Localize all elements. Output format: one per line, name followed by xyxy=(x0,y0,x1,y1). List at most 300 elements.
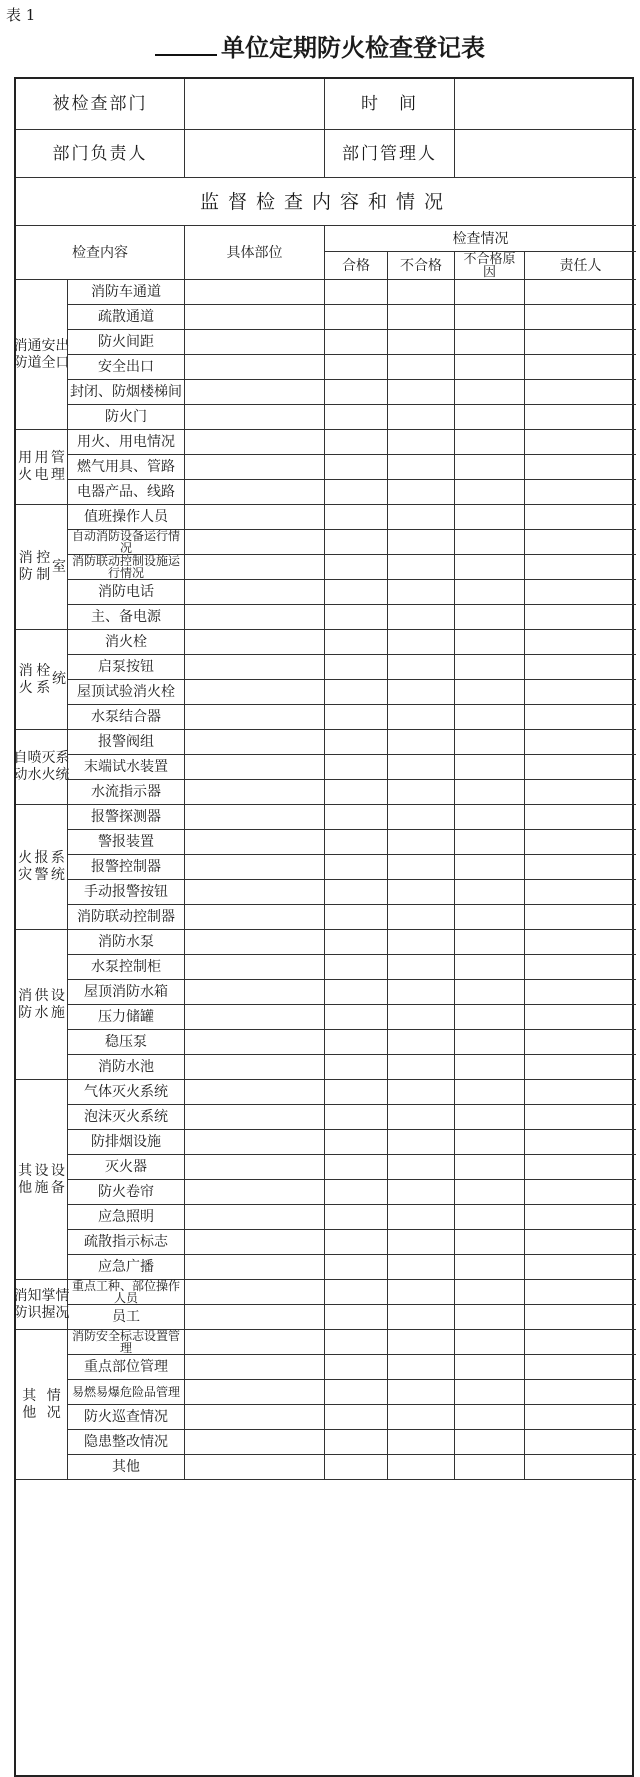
fail-reason-cell[interactable] xyxy=(454,1429,524,1454)
responsible-cell[interactable] xyxy=(524,629,636,654)
check-item-label xyxy=(67,729,184,754)
fail-reason-cell[interactable] xyxy=(454,804,524,829)
location-cell[interactable] xyxy=(184,479,324,504)
fail-reason-cell[interactable] xyxy=(454,579,524,604)
fail-cell[interactable] xyxy=(387,1054,454,1079)
location-cell[interactable] xyxy=(184,604,324,629)
fail-cell[interactable] xyxy=(387,279,454,304)
responsible-cell[interactable] xyxy=(524,1304,636,1329)
responsible-cell[interactable] xyxy=(524,754,636,779)
responsible-cell[interactable] xyxy=(524,904,636,929)
pass-cell[interactable] xyxy=(324,829,387,854)
location-cell[interactable] xyxy=(184,1454,324,1479)
responsible-cell[interactable] xyxy=(524,429,636,454)
fail-reason-cell[interactable] xyxy=(454,1154,524,1179)
fail-reason-cell[interactable] xyxy=(454,704,524,729)
fail-reason-cell[interactable] xyxy=(454,679,524,704)
location-cell[interactable] xyxy=(184,529,324,554)
fail-cell[interactable] xyxy=(387,1079,454,1104)
responsible-cell[interactable] xyxy=(524,704,636,729)
location-cell[interactable] xyxy=(184,1104,324,1129)
responsible-cell[interactable] xyxy=(524,1004,636,1029)
location-cell[interactable] xyxy=(184,804,324,829)
fail-reason-cell[interactable] xyxy=(454,1279,524,1304)
pass-cell[interactable] xyxy=(324,304,387,329)
fail-cell[interactable] xyxy=(387,1229,454,1254)
check-item-label xyxy=(67,379,184,404)
col-pass-header: 合格 xyxy=(324,251,387,279)
fail-cell[interactable] xyxy=(387,1029,454,1054)
check-item-label xyxy=(67,504,184,529)
location-cell[interactable] xyxy=(184,854,324,879)
fail-cell[interactable] xyxy=(387,1154,454,1179)
remarks-row[interactable] xyxy=(16,1479,636,1539)
location-cell[interactable] xyxy=(184,379,324,404)
pass-cell[interactable] xyxy=(324,479,387,504)
responsible-cell[interactable] xyxy=(524,304,636,329)
fail-cell[interactable] xyxy=(387,854,454,879)
check-item-label xyxy=(67,829,184,854)
responsible-cell[interactable] xyxy=(524,279,636,304)
fail-cell[interactable] xyxy=(387,654,454,679)
check-item-label xyxy=(67,279,184,304)
fail-cell[interactable] xyxy=(387,679,454,704)
fail-cell[interactable] xyxy=(387,1304,454,1329)
check-item-label xyxy=(67,554,184,579)
responsible-cell[interactable] xyxy=(524,929,636,954)
fail-reason-cell[interactable] xyxy=(454,854,524,879)
fail-reason-cell[interactable] xyxy=(454,1054,524,1079)
fail-cell[interactable] xyxy=(387,929,454,954)
fail-reason-cell[interactable] xyxy=(454,654,524,679)
fail-cell[interactable] xyxy=(387,1354,454,1379)
check-item-label xyxy=(67,1204,184,1229)
fail-reason-cell[interactable] xyxy=(454,1004,524,1029)
location-cell[interactable] xyxy=(184,329,324,354)
fail-reason-cell[interactable] xyxy=(454,1129,524,1154)
responsible-cell[interactable] xyxy=(524,1204,636,1229)
check-item-text: 报警阀组 xyxy=(98,734,154,750)
fail-cell[interactable] xyxy=(387,404,454,429)
responsible-cell[interactable] xyxy=(524,804,636,829)
responsible-cell[interactable] xyxy=(524,1029,636,1054)
pass-cell[interactable] xyxy=(324,629,387,654)
pass-cell[interactable] xyxy=(324,354,387,379)
location-cell[interactable] xyxy=(184,1279,324,1304)
fail-reason-cell[interactable] xyxy=(454,279,524,304)
check-item-text: 启泵按钮 xyxy=(98,659,154,675)
responsible-cell[interactable] xyxy=(524,1429,636,1454)
responsible-cell[interactable] xyxy=(524,979,636,1004)
pass-cell[interactable] xyxy=(324,654,387,679)
pass-cell[interactable] xyxy=(324,579,387,604)
fail-cell[interactable] xyxy=(387,804,454,829)
location-cell[interactable] xyxy=(184,679,324,704)
fail-cell[interactable] xyxy=(387,1279,454,1304)
check-item-text: 疏散通道 xyxy=(98,309,154,325)
fail-reason-cell[interactable] xyxy=(454,1179,524,1204)
location-cell[interactable] xyxy=(184,779,324,804)
responsible-cell[interactable] xyxy=(524,729,636,754)
pass-cell[interactable] xyxy=(324,1204,387,1229)
location-cell[interactable] xyxy=(184,1229,324,1254)
responsible-cell[interactable] xyxy=(524,1054,636,1079)
location-cell[interactable] xyxy=(184,579,324,604)
fail-cell[interactable] xyxy=(387,379,454,404)
check-item-label xyxy=(67,354,184,379)
check-item-text: 自动消防设备运行情况 xyxy=(71,529,180,555)
check-item-text: 水泵控制柜 xyxy=(91,959,161,975)
check-item-text: 用火、用电情况 xyxy=(77,434,175,450)
responsible-cell[interactable] xyxy=(524,1279,636,1304)
fail-cell[interactable] xyxy=(387,1204,454,1229)
location-cell[interactable] xyxy=(184,404,324,429)
fail-reason-cell[interactable] xyxy=(454,529,524,554)
check-item-text: 泡沫灭火系统 xyxy=(84,1109,168,1125)
responsible-cell[interactable] xyxy=(524,1404,636,1429)
fail-reason-cell[interactable] xyxy=(454,1379,524,1404)
pass-cell[interactable] xyxy=(324,804,387,829)
location-cell[interactable] xyxy=(184,1329,324,1354)
pass-cell[interactable] xyxy=(324,754,387,779)
col-status-header: 检查情况 xyxy=(324,225,636,251)
location-cell[interactable] xyxy=(184,954,324,979)
fail-cell[interactable] xyxy=(387,1379,454,1404)
pass-cell[interactable] xyxy=(324,529,387,554)
fail-reason-cell[interactable] xyxy=(454,429,524,454)
fail-cell[interactable] xyxy=(387,754,454,779)
location-cell[interactable] xyxy=(184,1179,324,1204)
fail-cell[interactable] xyxy=(387,454,454,479)
location-cell[interactable] xyxy=(184,929,324,954)
pass-cell[interactable] xyxy=(324,979,387,1004)
responsible-cell[interactable] xyxy=(524,1079,636,1104)
pass-cell[interactable] xyxy=(324,1079,387,1104)
fail-cell[interactable] xyxy=(387,529,454,554)
pass-cell[interactable] xyxy=(324,454,387,479)
location-cell[interactable] xyxy=(184,1429,324,1454)
location-cell[interactable] xyxy=(184,1004,324,1029)
pass-cell[interactable] xyxy=(324,1304,387,1329)
pass-cell[interactable] xyxy=(324,279,387,304)
location-cell[interactable] xyxy=(184,1029,324,1054)
fail-cell[interactable] xyxy=(387,579,454,604)
location-cell[interactable] xyxy=(184,504,324,529)
col-content-header: 检查内容 xyxy=(16,225,184,279)
check-item-text: 末端试水装置 xyxy=(84,759,168,775)
category-label: 自动 喷水 灭火 系统 xyxy=(16,729,67,804)
responsible-cell[interactable] xyxy=(524,829,636,854)
form-title xyxy=(0,32,640,64)
location-cell[interactable] xyxy=(184,1254,324,1279)
category-label: 火灾 报警 系统 xyxy=(16,804,67,929)
location-cell[interactable] xyxy=(184,979,324,1004)
responsible-cell[interactable] xyxy=(524,404,636,429)
check-item-text: 防火门 xyxy=(105,409,147,425)
fail-reason-cell[interactable] xyxy=(454,329,524,354)
check-item-label xyxy=(67,429,184,454)
pass-cell[interactable] xyxy=(324,1279,387,1304)
location-cell[interactable] xyxy=(184,354,324,379)
time-value[interactable] xyxy=(454,79,636,129)
fail-reason-cell[interactable] xyxy=(454,304,524,329)
check-item-label xyxy=(67,1254,184,1279)
check-item-text: 屋顶消防水箱 xyxy=(84,984,168,1000)
responsible-cell[interactable] xyxy=(524,1379,636,1404)
location-cell[interactable] xyxy=(184,1054,324,1079)
pass-cell[interactable] xyxy=(324,679,387,704)
fail-reason-cell[interactable] xyxy=(454,1254,524,1279)
dept-head-value[interactable] xyxy=(184,129,324,177)
fail-cell[interactable] xyxy=(387,554,454,579)
responsible-cell[interactable] xyxy=(524,1254,636,1279)
fail-reason-cell[interactable] xyxy=(454,554,524,579)
responsible-cell[interactable] xyxy=(524,1129,636,1154)
location-cell[interactable] xyxy=(184,279,324,304)
pass-cell[interactable] xyxy=(324,879,387,904)
unit-name-blank[interactable] xyxy=(155,34,217,56)
responsible-cell[interactable] xyxy=(524,654,636,679)
fail-reason-cell[interactable] xyxy=(454,604,524,629)
pass-cell[interactable] xyxy=(324,1029,387,1054)
fail-cell[interactable] xyxy=(387,1179,454,1204)
responsible-cell[interactable] xyxy=(524,1454,636,1479)
fail-cell[interactable] xyxy=(387,1254,454,1279)
responsible-cell[interactable] xyxy=(524,479,636,504)
fail-cell[interactable] xyxy=(387,429,454,454)
check-item-text: 警报装置 xyxy=(98,834,154,850)
location-cell[interactable] xyxy=(184,429,324,454)
pass-cell[interactable] xyxy=(324,329,387,354)
responsible-cell[interactable] xyxy=(524,529,636,554)
fail-cell[interactable] xyxy=(387,779,454,804)
fail-reason-cell[interactable] xyxy=(454,1454,524,1479)
fail-reason-cell[interactable] xyxy=(454,754,524,779)
responsible-cell[interactable] xyxy=(524,454,636,479)
fail-cell[interactable] xyxy=(387,1404,454,1429)
check-item-text: 消防电话 xyxy=(98,584,154,600)
pass-cell[interactable] xyxy=(324,404,387,429)
fail-reason-cell[interactable] xyxy=(454,1329,524,1354)
pass-cell[interactable] xyxy=(324,1179,387,1204)
pass-cell[interactable] xyxy=(324,729,387,754)
location-cell[interactable] xyxy=(184,554,324,579)
responsible-cell[interactable] xyxy=(524,554,636,579)
pass-cell[interactable] xyxy=(324,429,387,454)
location-cell[interactable] xyxy=(184,1204,324,1229)
pass-cell[interactable] xyxy=(324,1254,387,1279)
location-cell[interactable] xyxy=(184,879,324,904)
col-location-header: 具体部位 xyxy=(184,225,324,279)
fail-reason-cell[interactable] xyxy=(454,979,524,1004)
check-item-label xyxy=(67,904,184,929)
fail-cell[interactable] xyxy=(387,954,454,979)
fail-reason-cell[interactable] xyxy=(454,729,524,754)
responsible-cell[interactable] xyxy=(524,1154,636,1179)
responsible-cell[interactable] xyxy=(524,1354,636,1379)
location-cell[interactable] xyxy=(184,904,324,929)
dept-value[interactable] xyxy=(184,79,324,129)
fail-reason-cell[interactable] xyxy=(454,879,524,904)
fail-reason-cell[interactable] xyxy=(454,454,524,479)
form-title-text: 单位定期防火检查登记表 xyxy=(221,33,485,62)
location-cell[interactable] xyxy=(184,304,324,329)
fail-reason-cell[interactable] xyxy=(454,1029,524,1054)
check-item-label xyxy=(67,1304,184,1329)
fail-reason-cell[interactable] xyxy=(454,954,524,979)
fail-reason-cell[interactable] xyxy=(454,1229,524,1254)
fail-reason-cell[interactable] xyxy=(454,1404,524,1429)
location-cell[interactable] xyxy=(184,829,324,854)
location-cell[interactable] xyxy=(184,754,324,779)
check-item-text: 电器产品、线路 xyxy=(77,484,175,500)
pass-cell[interactable] xyxy=(324,1429,387,1454)
fail-cell[interactable] xyxy=(387,729,454,754)
pass-cell[interactable] xyxy=(324,1329,387,1354)
fail-cell[interactable] xyxy=(387,354,454,379)
responsible-cell[interactable] xyxy=(524,679,636,704)
fail-cell[interactable] xyxy=(387,504,454,529)
check-item-text: 燃气用具、管路 xyxy=(77,459,175,475)
check-item-text: 消防车通道 xyxy=(91,284,161,300)
pass-cell[interactable] xyxy=(324,1379,387,1404)
check-item-text: 重点工种、部位操作人员 xyxy=(71,1279,180,1305)
pass-cell[interactable] xyxy=(324,704,387,729)
location-cell[interactable] xyxy=(184,1079,324,1104)
fail-cell[interactable] xyxy=(387,1329,454,1354)
section-title: 监督检查内容和情况 xyxy=(16,177,636,225)
location-cell[interactable] xyxy=(184,704,324,729)
fail-reason-cell[interactable] xyxy=(454,904,524,929)
responsible-cell[interactable] xyxy=(524,329,636,354)
fail-cell[interactable] xyxy=(387,879,454,904)
fail-cell[interactable] xyxy=(387,704,454,729)
inspection-form-table xyxy=(14,77,634,1777)
location-cell[interactable] xyxy=(184,1404,324,1429)
pass-cell[interactable] xyxy=(324,1104,387,1129)
fail-cell[interactable] xyxy=(387,304,454,329)
check-item-text: 防火间距 xyxy=(98,334,154,350)
check-item-label xyxy=(67,1354,184,1379)
responsible-cell[interactable] xyxy=(524,579,636,604)
fail-cell[interactable] xyxy=(387,829,454,854)
pass-cell[interactable] xyxy=(324,1229,387,1254)
time-label: 时 间 xyxy=(324,79,454,129)
location-cell[interactable] xyxy=(184,1154,324,1179)
pass-cell[interactable] xyxy=(324,1354,387,1379)
pass-cell[interactable] xyxy=(324,1404,387,1429)
responsible-cell[interactable] xyxy=(524,504,636,529)
dept-manager-value[interactable] xyxy=(454,129,636,177)
responsible-cell[interactable] xyxy=(524,779,636,804)
fail-reason-cell[interactable] xyxy=(454,929,524,954)
fail-cell[interactable] xyxy=(387,1104,454,1129)
pass-cell[interactable] xyxy=(324,779,387,804)
fail-reason-cell[interactable] xyxy=(454,779,524,804)
category-label: 消防 通道 安全 出口 xyxy=(16,279,67,429)
location-cell[interactable] xyxy=(184,1304,324,1329)
location-cell[interactable] xyxy=(184,1129,324,1154)
pass-cell[interactable] xyxy=(324,379,387,404)
pass-cell[interactable] xyxy=(324,1054,387,1079)
location-cell[interactable] xyxy=(184,1354,324,1379)
fail-reason-cell[interactable] xyxy=(454,1204,524,1229)
pass-cell[interactable] xyxy=(324,1154,387,1179)
check-item-label xyxy=(67,304,184,329)
fail-reason-cell[interactable] xyxy=(454,354,524,379)
location-cell[interactable] xyxy=(184,1379,324,1404)
pass-cell[interactable] xyxy=(324,604,387,629)
check-item-label xyxy=(67,654,184,679)
pass-cell[interactable] xyxy=(324,904,387,929)
check-item-text: 疏散指示标志 xyxy=(84,1234,168,1250)
fail-cell[interactable] xyxy=(387,1004,454,1029)
pass-cell[interactable] xyxy=(324,1454,387,1479)
fail-reason-cell[interactable] xyxy=(454,829,524,854)
fail-reason-cell[interactable] xyxy=(454,1304,524,1329)
pass-cell[interactable] xyxy=(324,929,387,954)
check-item-label xyxy=(67,1079,184,1104)
fail-cell[interactable] xyxy=(387,1429,454,1454)
check-item-text: 重点部位管理 xyxy=(84,1359,168,1375)
responsible-cell[interactable] xyxy=(524,1179,636,1204)
check-item-text: 员工 xyxy=(112,1309,140,1325)
fail-cell[interactable] xyxy=(387,604,454,629)
responsible-cell[interactable] xyxy=(524,879,636,904)
category-label: 其他 情况 xyxy=(16,1329,67,1479)
fail-reason-cell[interactable] xyxy=(454,1079,524,1104)
check-item-label xyxy=(67,1229,184,1254)
fail-reason-cell[interactable] xyxy=(454,404,524,429)
fail-cell[interactable] xyxy=(387,479,454,504)
fail-reason-cell[interactable] xyxy=(454,504,524,529)
pass-cell[interactable] xyxy=(324,854,387,879)
location-cell[interactable] xyxy=(184,654,324,679)
fail-cell[interactable] xyxy=(387,979,454,1004)
fail-reason-cell[interactable] xyxy=(454,379,524,404)
fail-cell[interactable] xyxy=(387,1129,454,1154)
responsible-cell[interactable] xyxy=(524,854,636,879)
pass-cell[interactable] xyxy=(324,554,387,579)
responsible-cell[interactable] xyxy=(524,1329,636,1354)
location-cell[interactable] xyxy=(184,729,324,754)
fail-reason-cell[interactable] xyxy=(454,629,524,654)
responsible-cell[interactable] xyxy=(524,954,636,979)
category-label: 消火 栓系 统 xyxy=(16,629,67,729)
pass-cell[interactable] xyxy=(324,954,387,979)
fail-reason-cell[interactable] xyxy=(454,1104,524,1129)
fail-reason-cell[interactable] xyxy=(454,1354,524,1379)
category-label: 用火 用电 管理 xyxy=(16,429,67,504)
responsible-cell[interactable] xyxy=(524,604,636,629)
fail-cell[interactable] xyxy=(387,329,454,354)
fail-cell[interactable] xyxy=(387,1454,454,1479)
responsible-cell[interactable] xyxy=(524,1104,636,1129)
pass-cell[interactable] xyxy=(324,1004,387,1029)
responsible-cell[interactable] xyxy=(524,354,636,379)
responsible-cell[interactable] xyxy=(524,1229,636,1254)
fail-cell[interactable] xyxy=(387,904,454,929)
pass-cell[interactable] xyxy=(324,504,387,529)
pass-cell[interactable] xyxy=(324,1129,387,1154)
location-cell[interactable] xyxy=(184,454,324,479)
fail-reason-cell[interactable] xyxy=(454,479,524,504)
location-cell[interactable] xyxy=(184,629,324,654)
check-item-label xyxy=(67,929,184,954)
responsible-cell[interactable] xyxy=(524,379,636,404)
col-fail-reason-header: 不合格原因 xyxy=(454,251,524,279)
fail-cell[interactable] xyxy=(387,629,454,654)
